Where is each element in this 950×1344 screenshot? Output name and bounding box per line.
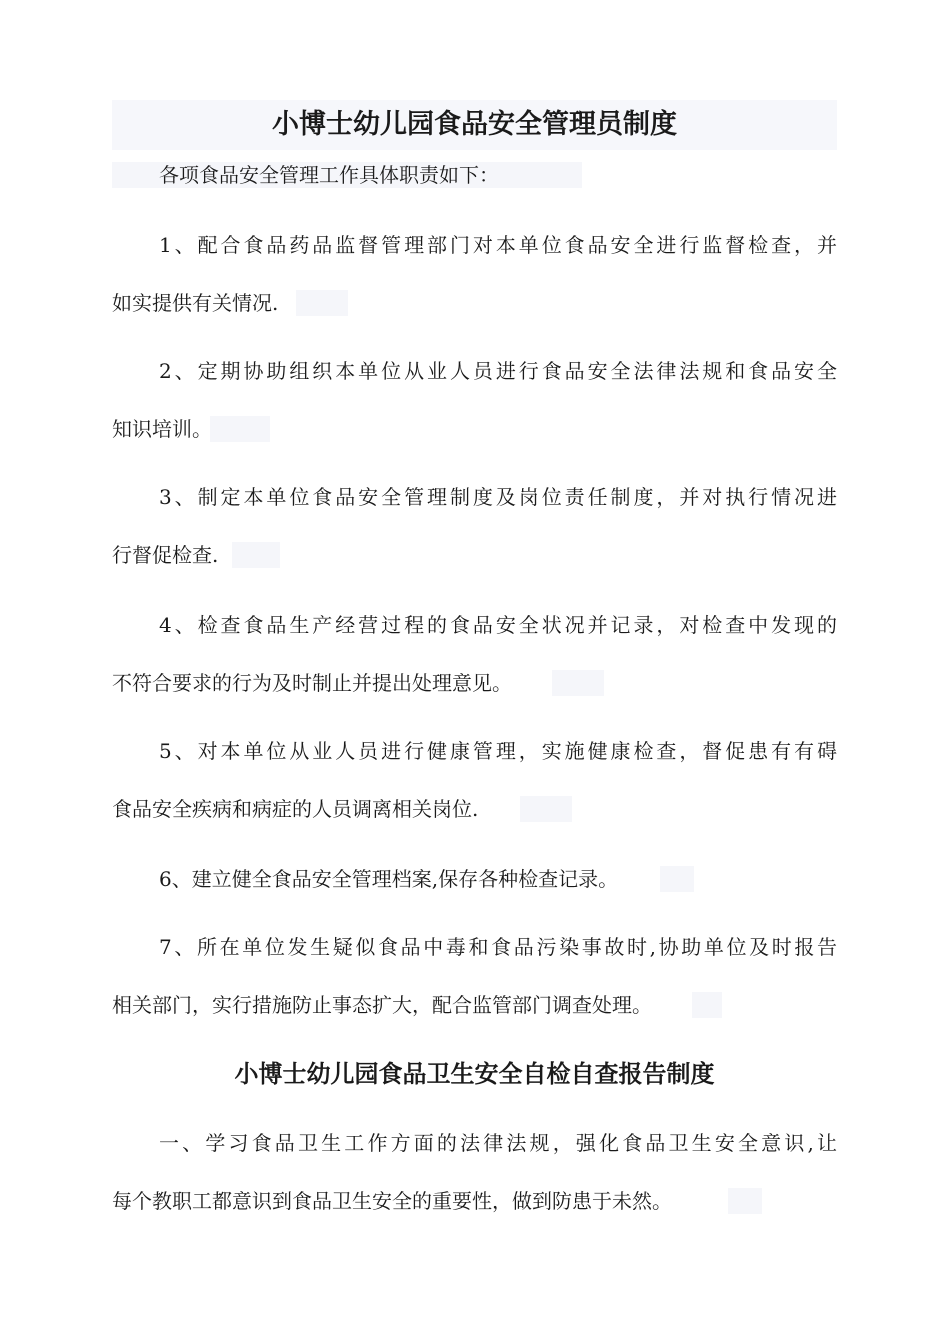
duty-item-2-line-1: 2、定期协助组织本单位从业人员进行食品安全法律法规和食品安全 bbox=[159, 359, 837, 383]
section-title: 小博士幼儿园食品卫生安全自检自查报告制度 bbox=[234, 1059, 715, 1088]
section-2-item-1-line-1: 一、学习食品卫生工作方面的法律法规，强化食品卫生安全意识,让 bbox=[159, 1131, 837, 1155]
text-highlight bbox=[552, 670, 604, 696]
duty-item-1-line-1: 1、配合食品药品监督管理部门对本单位食品安全进行监督检查，并 bbox=[159, 233, 837, 257]
duty-item-7-line-2: 相关部门，实行措施防止事态扩大，配合监管部门调查处理。 bbox=[112, 993, 652, 1017]
document-title: 小博士幼儿园食品安全管理员制度 bbox=[112, 100, 837, 150]
text-highlight bbox=[520, 796, 572, 822]
intro-text: 各项食品安全管理工作具体职责如下： bbox=[159, 163, 499, 187]
text-highlight bbox=[660, 866, 694, 892]
duty-item-4-line-2: 不符合要求的行为及时制止并提出处理意见。 bbox=[112, 671, 512, 695]
duty-item-3-line-2: 行督促检查. bbox=[112, 543, 219, 567]
duty-item-6: 6、建立健全食品安全管理档案,保存各种检查记录。 bbox=[159, 867, 619, 891]
text-highlight bbox=[728, 1188, 762, 1214]
duty-item-1-line-2: 如实提供有关情况. bbox=[112, 291, 279, 315]
duty-item-4-line-1: 4、检查食品生产经营过程的食品安全状况并记录，对检查中发现的 bbox=[159, 613, 837, 637]
text-highlight bbox=[692, 992, 722, 1018]
duty-item-3-line-1: 3、制定本单位食品安全管理制度及岗位责任制度，并对执行情况进 bbox=[159, 485, 837, 509]
duty-item-5-line-2: 食品安全疾病和病症的人员调离相关岗位. bbox=[112, 797, 479, 821]
duty-item-7-line-1: 7、所在单位发生疑似食品中毒和食品污染事故时,协助单位及时报告 bbox=[159, 935, 837, 959]
duty-item-2-line-2: 知识培训。 bbox=[112, 417, 212, 441]
text-highlight bbox=[232, 542, 280, 568]
text-highlight bbox=[296, 290, 348, 316]
text-highlight bbox=[210, 416, 270, 442]
duty-item-5-line-1: 5、对本单位从业人员进行健康管理，实施健康检查，督促患有有碍 bbox=[159, 739, 837, 763]
section-2-item-1-line-2: 每个教职工都意识到食品卫生安全的重要性，做到防患于未然。 bbox=[112, 1189, 672, 1213]
